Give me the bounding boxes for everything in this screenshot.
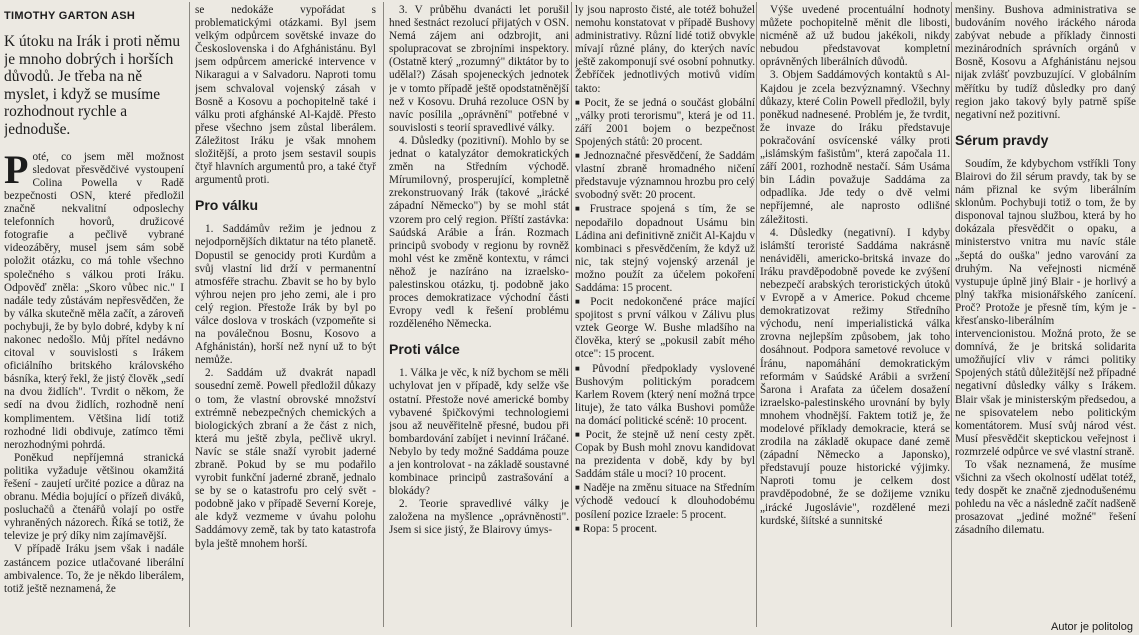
- author-credit: Autor je politolog: [1051, 621, 1133, 633]
- opening-paragraph: [4, 146, 184, 452]
- paragraph: To však neznamená, že musíme všichni za všech okolností udělat totéž, tedy dospět ke značně zjednodušenému pohledu na věc a následně začít nadšeně prosazovat „jediné možné" řešení zásadního dilematu.: [955, 459, 1136, 537]
- paragraph-text: oté, co jsem měl možnost sledovat přesvědčivé vystoupení Colina Powella v Radě bezpečnosti OSN, které předložil značně nekvalitní odposlechy telefonních hovorů, družicové fotografie a pečlivě vybrané videozáběry, musel jsem sám sobě položit otázku, co má tohle všechno společného s válkou proti Iráku. Odpověď zněla: „Skoro vůbec nic." I nadále tedy zůstávám nepřesvědčen, že by válka skutečně měla začít, a zároveň pochybuji, že by bylo dobré, kdyby k ní nakonec nedošlo. Můj přítel nedávno citoval v souvislosti s Irákem oficiálního britského královského básníka, který řekl, že jistý člověk „sedí na dvou židlích". Tvrdit o někom, že sedí na dvou židlích, rozhodně není komplimentem. Většina lidí totiž rozhodné lidi obdivuje, zatímco těmi nerozhodnými pohrdá.: [4, 150, 184, 451]
- paragraph: V případě Iráku jsem však i nadále zastáncem pozice utlačované liberální ambivalence. To, že je někdo liberálem, totiž ještě neznamená, že: [4, 543, 184, 595]
- column-rule: [571, 2, 572, 627]
- argument-proti-3: 3. Objem Saddámových kontaktů s Al-Kajdou je zcela bezvýznamný. Všechny důkazy, které Colin Powell předložil, byly poněkud nadnesené. Problém je, že tvrdit, že invaze do Iráku představuje pokračování osvícenské války proti „islámským fašistům", která započala 11. září 2001, rozhodně nestačí. Sám Usáma bin Ládin považuje Saddáma za odpadlíka. Jde tedy o dvě velmi nepříjemné, ale naprosto odlišné záležitosti.: [760, 69, 950, 226]
- motive-item: ■ Frustrace spojená s tím, že se nepodařilo dopadnout Usámu bin Ládina ani definitivně zničit Al-Kajdu v kombinaci s přesvědčením, že když už nic, tak stejný vojenský arzenál je možno použít za účelem pokoření Saddáma: 15 procent.: [575, 202, 755, 295]
- motive-item: ■ Pocit, že se jedná o součást globální „války proti terorismu", která je od 11. září 2001 bojem o bezpečnost Spojených států: 20 procent.: [575, 96, 755, 149]
- column-5: [760, 4, 950, 624]
- motive-item: ■ Naděje na změnu situace na Středním východě vedoucí k dlouhodobému posílení pozice Izraele: 5 procent.: [575, 481, 755, 521]
- argument-proti-4: 4. Důsledky (negativní). I kdyby islámští teroristé Saddáma nakrásně nenáviděli, americko-britská invaze do Iráku pravděpodobně povede ke zvýšení nebezpečí arabských teroristických útoků v Evropě a v Americe. Pokud chceme demokratizovat režimy Středního východu, není imperialistická válka zrovna nejlepším způsobem, jak toho dosáhnout. Podpora sametové revoluce v Íránu, napomáhání demokratickým reformám v Saúdské Arábii a svržení Šarona i Arafata za účelem dosažení izraelsko-palestinského urovnání by byly mnohem vhodnější. Faktem totiž je, že modelové příklady demokracie, která se zrodila na základě okupace dané země (západní Německo a Japonsko), představují pouze historické výjimky. Naproti tomu je celkem dost pravděpodobné, že se dožijeme vzniku „irácké Jugoslávie", rozdělené mezi kurdské, šiítské a sunnitské: [760, 226, 950, 527]
- drop-cap: P: [4, 146, 29, 192]
- author-byline: TIMOTHY GARTON ASH: [4, 10, 136, 22]
- article-lead: K útoku na Irák i proti němu je mnoho dobrých i horších důvodů. Je třeba na ně myslet, i když se musíme rozhodnout rychle a jednoduše.: [4, 33, 181, 139]
- column-rule: [189, 2, 190, 627]
- paragraph: ly jsou naprosto čisté, ale totéž bohužel nemohu konstatovat v případě Bushovy administrativy. Různí lidé totiž obvykle mívají různé plány, do kterých navíc ještě zakomponují své osobní pohnutky. Žebříček jednotlivých motivů vidím takto:: [575, 4, 755, 95]
- motive-item: ■ Ropa: 5 procent.: [575, 522, 755, 536]
- paragraph: Soudím, že kdybychom vstříkli Tony Blairovi do žil sérum pravdy, tak by se nám přiznal ke svým liberálním sklonům. Pochybuji totiž o tom, že by disponoval tajnou službou, která by ho dokázala přesvědčit o opaku, a ministerstvo vnitra mu navíc stále „šeptá do ouška" jedno varování za druhým. Na veřejnosti nicméně vystupuje úplně jiný Blair - je horlivý a plný takřka misionářského zanícení. Proč? Protože je přesně tím, kým je - křesťansko-liberálním intervencionistou. Možná proto, že se domnívá, že je britská solidarita umožňující vliv v rámci politiky Spojených států důležitější než případné negativní důsledky války s Irákem. Blair však je ministerským předsedou, a ne spisovatelem nebo politickým komentátorem. Musí svůj národ vést. Musí přesvědčit skeptickou veřejnost i rozmrzelé odpůrce ve své vlastní straně.: [955, 157, 1136, 458]
- subheading-serum-pravdy: Sérum pravdy: [955, 131, 1049, 148]
- motive-item: ■ Jednoznačné přesvědčení, že Saddám vlastní zbraně hromadného ničení představuje významnou hrozbu pro celý svobodný svět: 20 procent.: [575, 149, 755, 202]
- column-rule: [951, 2, 952, 627]
- subheading-proti-valce: Proti válce: [389, 341, 460, 358]
- argument-pro-1: 1. Saddámův režim je jednou z nejodpornějších diktatur na této planetě. Dopustil se genocidy proti Kurdům a svůj vlastní lid drží v permanentní atmosféře strachu. Zbavit se ho by bylo výhrou nejen pro jeho zemi, ale i pro celý region. Přestože Irák by byl po válce doslova v troskách (vzpomeňte si na poválečnou Bosnu, Kosovo a Afghánistán), horší než nyní už to být nemůže.: [195, 223, 376, 367]
- paragraph: Výše uvedené procentuální hodnoty můžete pochopitelně měnit dle libosti, nicméně až už budou jakékoli, nikdy nebudou představovat kompletní oprávněných liberálních důvodů.: [760, 4, 950, 69]
- argument-pro-4: 4. Důsledky (pozitivní). Mohlo by se jednat o katalyzátor demokratických změn na Středním východě. Mírumilovný, prosperující, kompletně zrekonstruovaný Irák (takové „irácké západní Německo") by se mohl stát vzorem pro celý region. Příští zastávka: Saúdská Arábie a Írán. Rozmach principů svobody v regionu by rovněž mohl vést ke změně kontextu, v rámci něhož je nazíráno na izraelsko-palestinskou otázku, tj. podobně jako proces demokratizace východní části Evropy vedl k řešení problému rozděleného Německa.: [389, 134, 569, 331]
- column-rule: [383, 2, 384, 627]
- motive-item: ■ Pocit, že stejně už není cesty zpět. Copak by Bush mohl znovu kandidovat na prezidenta v době, kdy by byl Saddám stále u moci? 10 procent.: [575, 428, 755, 481]
- column-3: [389, 4, 569, 624]
- motive-item: ■ Pocit nedokončené práce mající spojitost s první válkou v Zálivu plus vztek George W. Bushe mladšího na člověka, který se „pokusil zabít mého otce": 15 procent.: [575, 295, 755, 361]
- column-4: [575, 4, 755, 624]
- subheading-pro-valku: Pro válku: [195, 197, 259, 214]
- column-2: [195, 4, 376, 624]
- motive-item: ■ Původní předpoklady vyslovené Bushovým politickým poradcem Karlem Rovem (který není možná trpce lituje), že tato válka Bushovi pomůže na domácí politické scéně: 10 procent.: [575, 362, 755, 428]
- paragraph: Poněkud nepříjemná stranická politika vyžaduje většinou okamžitá řešení - zaujetí určité pozice a důraz na obranu. Média bojující o přízeň diváků, posluchačů a čtenářů volají po ostře vyhraněných názorech. Říká se totiž, že televize je prý díky nim zajímavější.: [4, 451, 184, 543]
- paragraph: menšiny. Bushova administrativa se budováním nového iráckého národa zabývat nebude a příklady činnosti mezinárodních správních orgánů v Bosně, Kosovu a Afghánistánu nejsou nijak zvlášť povzbuzující. V globálním měřítku by tudíž důsledky pro daný region jako takový byly patrně spíše negativní než pozitivní.: [955, 4, 1136, 121]
- argument-pro-2: 2. Saddám už dvakrát napadl sousední země. Powell předložil důkazy o tom, že vlastní obrovské množství extrémně nebezpečných chemických a biologických zbraní a že část z nich, která mu ještě zbyla, pečlivě ukryl. Navíc se stále snaží vyrobit jaderné zbraně. Pokud by se mu podařilo vyrobit funkční jaderné zbraně, jednalo se by se o katastrofu pro celý svět - podobně jako v případě Severní Koreje, ale když vezmeme v úvahu polohu Saddámovy země, tak by tato katastrofa byla ještě mnohem horší.: [195, 367, 376, 550]
- argument-proti-1: 1. Válka je věc, k níž bychom se měli uchylovat jen v případě, kdy selže vše ostatní. Přestože nové americké bomby vybavené špičkovými technologiemi jsou až neuvěřitelně přesné, budou při bombardování zabíjet i nevinní Iráčané. Nebylo by tedy možné Saddáma pouze a jen kontrolovat - na základě soustavné kombinace principů zastrašování a blokády?: [389, 367, 569, 498]
- paragraph: se nedokáže vypořádat s problematickými otázkami. Byl jsem velkým odpůrcem sovětské invaze do Československa i do Afghánistánu. Byl jsem odpůrcem americké intervence v Nikaragui a v Salvadoru. Naproti tomu jsem schvaloval vojenský zásah v Bosně a Kosovu a pochopitelně také i válku proti afghánské Al-Kajdě. Přesto přese všechno jsem zůstal liberálem. Záležitost Iráku je však mnohem složitější, a proto jsem sestavil soupis čtyř hlavních argumentů pro, a také čtyř argumentů proti.: [195, 4, 376, 187]
- argument-proti-2: 2. Teorie spravedlivé války je založena na myšlence „oprávněnosti". Jsem si sice jistý, že Blairovy úmys-: [389, 498, 569, 537]
- argument-pro-3: 3. V průběhu dvanácti let porušil hned šestnáct rezolucí přijatých v OSN. Nemá zájem ani odzbrojit, ani spolupracovat se zbrojními inspektory. (Ostatně který „rozumný" diktátor by to udělal?) Zásah spojeneckých jednotek je v tomto případě ještě opodstatněnější než v Kosovu. Druhá rezoluce OSN by navíc posílila „oprávnění" potřebné v souvislosti s teorií spravedlivé války.: [389, 4, 569, 134]
- column-1: [4, 4, 184, 624]
- column-rule: [756, 2, 757, 627]
- column-6: [955, 4, 1136, 624]
